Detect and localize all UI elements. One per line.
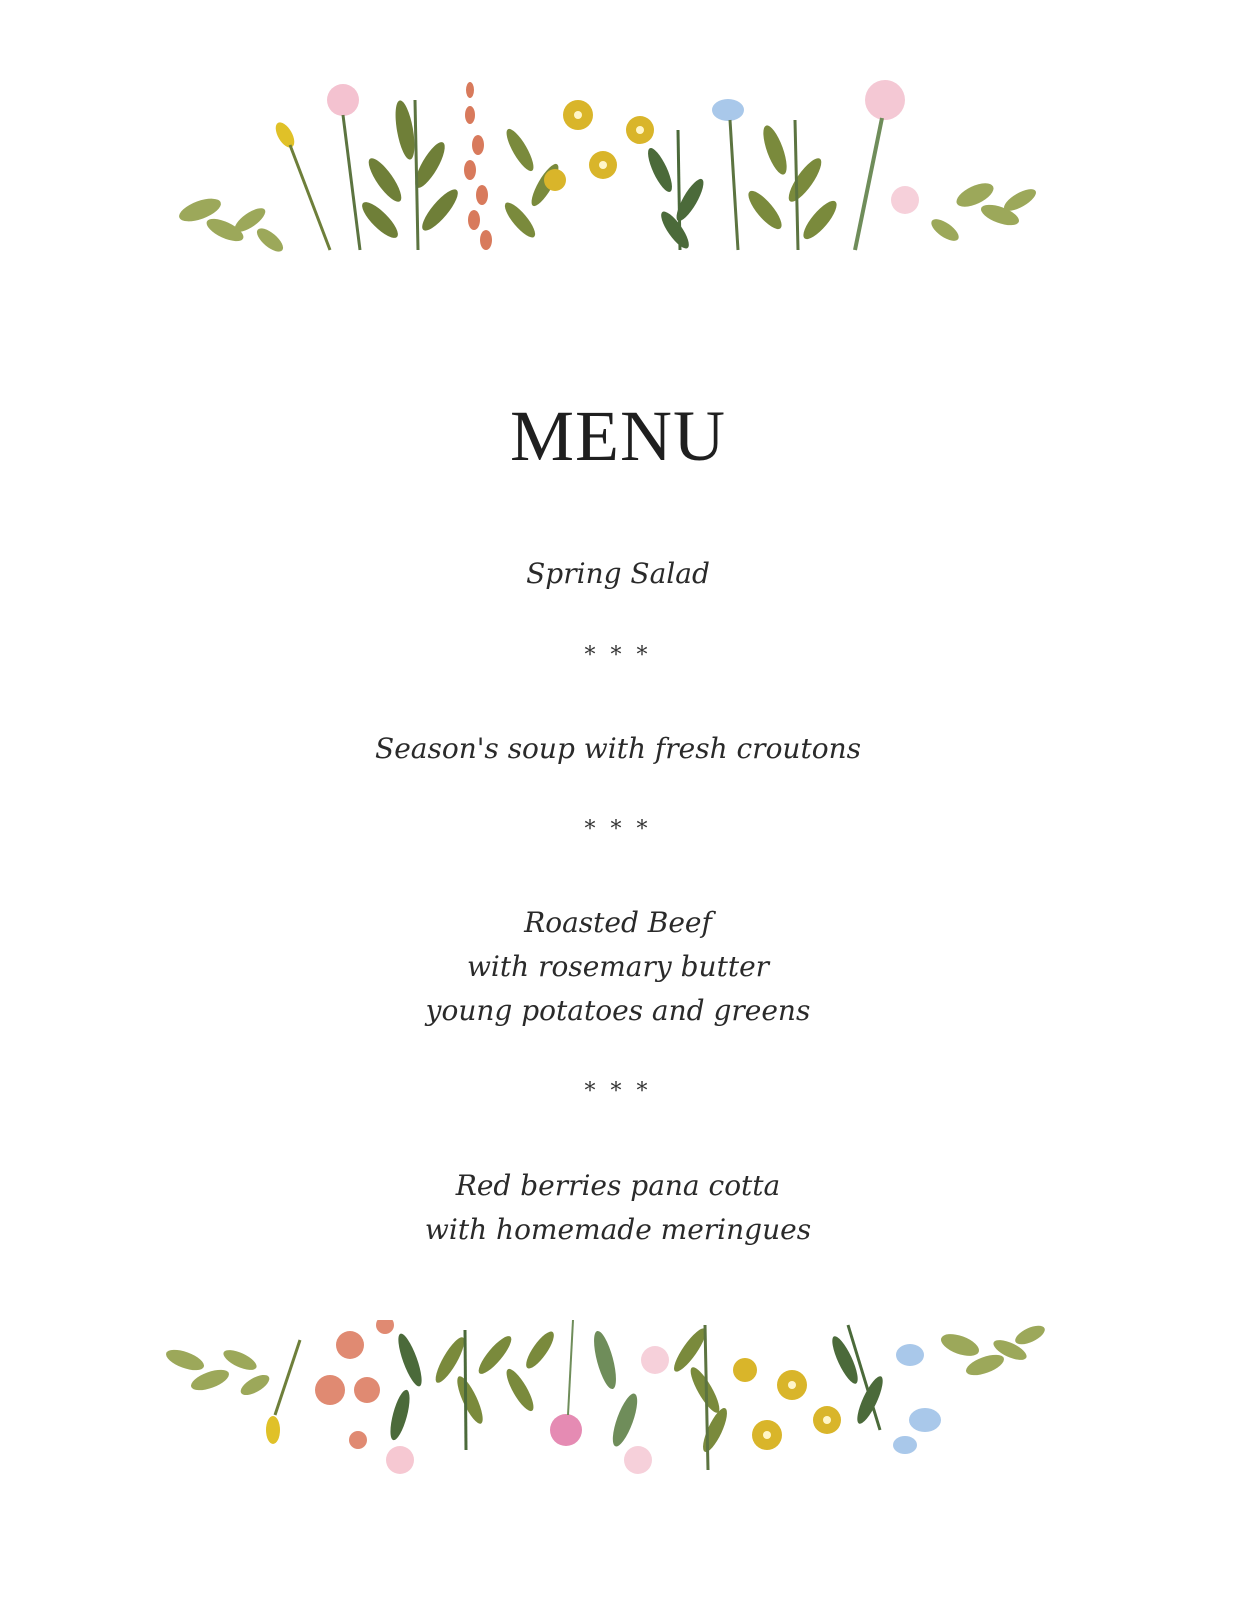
course-line: Season's soup with fresh croutons — [375, 732, 861, 765]
course-line: with homemade meringues — [424, 1213, 812, 1246]
course-line: Roasted Beef — [524, 906, 712, 939]
menu-title: MENU — [510, 396, 726, 476]
course-4 — [0, 1164, 1236, 1252]
course-2 — [0, 727, 1236, 771]
course-line: young potatoes and greens — [425, 994, 811, 1027]
separator-2: * * * — [584, 817, 652, 842]
bottom-floral-decoration — [0, 1320, 1236, 1520]
course-3 — [0, 901, 1236, 1033]
course-1 — [0, 552, 1236, 596]
separator-3: * * * — [584, 1079, 652, 1104]
course-line: Spring Salad — [526, 557, 710, 590]
separator-1: * * * — [584, 643, 652, 668]
course-line: with rosemary butter — [466, 950, 770, 983]
top-floral-decoration — [0, 70, 1236, 260]
course-line: Red berries pana cotta — [455, 1169, 781, 1202]
